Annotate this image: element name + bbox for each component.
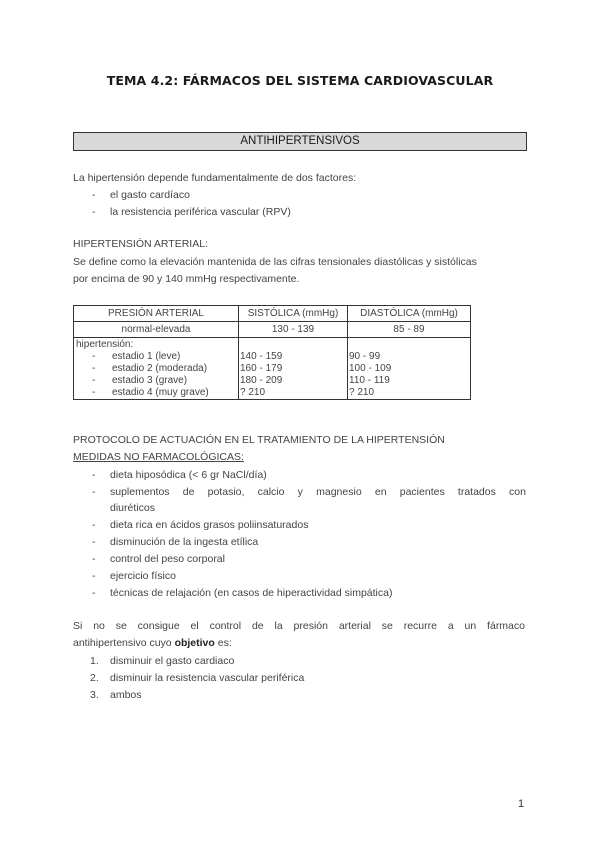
objective-item: disminuir el gasto cardiaco [110,655,235,667]
stage-diastolic: 110 - 119 [349,375,390,386]
stage-name: estadio 1 (leve) [112,351,181,362]
page-number: 1 [518,798,525,810]
bullet-dash: - [92,587,96,599]
stage-diastolic: 100 - 109 [349,363,392,374]
measure-item: dieta hiposódica (< 6 gr NaCl/día) [110,469,267,481]
factor-item: la resistencia periférica vascular (RPV) [110,206,291,218]
table-header-cell: PRESIÓN ARTERIAL [74,306,239,322]
stage-name: estadio 4 (muy grave) [112,387,209,398]
table-cell: normal-elevada [74,322,239,338]
protocol-subheading-text: MEDIDAS NO FARMACOLÓGICAS: [73,451,244,463]
measure-item: técnicas de relajación (en casos de hiperactividad simpática) [110,587,393,599]
table-cell: 130 - 139 [239,322,348,338]
objective-item: disminuir la resistencia vascular periférica [110,672,305,684]
stage-list [76,351,236,399]
measure-item: disminución de la ingesta etílica [110,536,259,548]
bullet-dash: - [92,536,96,548]
table-header-cell: DIASTÓLICA (mmHg) [348,306,471,322]
bullet-dash: - [92,570,96,582]
pharma-line1: Si no se consigue el control de la presión arterial se recurre a un fármaco [73,620,525,632]
bullet-dash: - [92,486,96,498]
table-row-hypertension [74,338,471,400]
blood-pressure-table [73,305,471,400]
table-header-cell: SISTÓLICA (mmHg) [239,306,348,322]
list-item: - estadio 3 (grave) [92,375,188,386]
measure-item-continuation: diuréticos [110,502,155,514]
list-item: - estadio 2 (moderada) [92,363,208,374]
list-number: 1. [90,655,99,667]
measure-item: ejercicio físico [110,570,176,582]
table-cell [74,338,239,400]
table-header-row [74,306,471,322]
protocol-subheading [73,451,244,464]
measure-item: suplementos de potasio, calcio y magnesio en pacientes tratados con [110,486,526,498]
bullet-dash: - [92,469,96,481]
table-cell: 85 - 89 [348,322,471,338]
measure-item: dieta rica en ácidos grasos poliinsaturados [110,519,309,531]
table-row-normal [74,322,471,338]
stage-systolic: 180 - 209 [240,375,283,386]
factor-item: el gasto cardíaco [110,189,190,201]
intro-text: La hipertensión depende fundamentalmente de dos factores: [73,172,357,184]
list-number: 3. [90,689,99,701]
table-cell [239,338,348,400]
stage-systolic: 160 - 179 [240,363,283,374]
stage-name: estadio 3 (grave) [112,375,188,386]
pharma-objective-bold: objetivo [174,637,215,649]
measure-item: control del peso corporal [110,553,225,565]
pharma-line2-end: es: [214,637,232,649]
pharma-line2 [73,637,232,650]
list-item: - estadio 4 (muy grave) [92,387,209,398]
protocol-heading: PROTOCOLO DE ACTUACIÓN EN EL TRATAMIENTO DE LA HIPERTENSIÓN [73,434,445,446]
bullet-dash: - [92,553,96,565]
hta-heading: HIPERTENSIÓN ARTERIAL: [73,238,208,250]
list-number: 2. [90,672,99,684]
hta-definition-line2: por encima de 90 y 140 mmHg respectivamente. [73,273,300,285]
stage-diastolic: 90 - 99 [349,351,381,362]
stage-systolic: 140 - 159 [240,351,283,362]
hta-definition-line1: Se define como la elevación mantenida de las cifras tensionales diastólicas y sistólicas [73,256,477,268]
bullet-dash: - [92,519,96,531]
section-heading: ANTIHIPERTENSIVOS [73,132,527,151]
page-title: TEMA 4.2: FÁRMACOS DEL SISTEMA CARDIOVASCULAR [106,73,494,88]
bullet-dash: - [92,206,96,218]
list-item: - estadio 1 (leve) [92,351,181,362]
objective-item: ambos [110,689,142,701]
hypertension-label: hipertensión: [76,339,134,350]
pharma-line2-start: antihipertensivo cuyo [73,637,175,649]
table-cell [348,338,471,400]
stage-systolic: ? 210 [240,387,266,398]
bullet-dash: - [92,189,96,201]
stage-name: estadio 2 (moderada) [112,363,208,374]
stage-diastolic: ? 210 [349,387,375,398]
